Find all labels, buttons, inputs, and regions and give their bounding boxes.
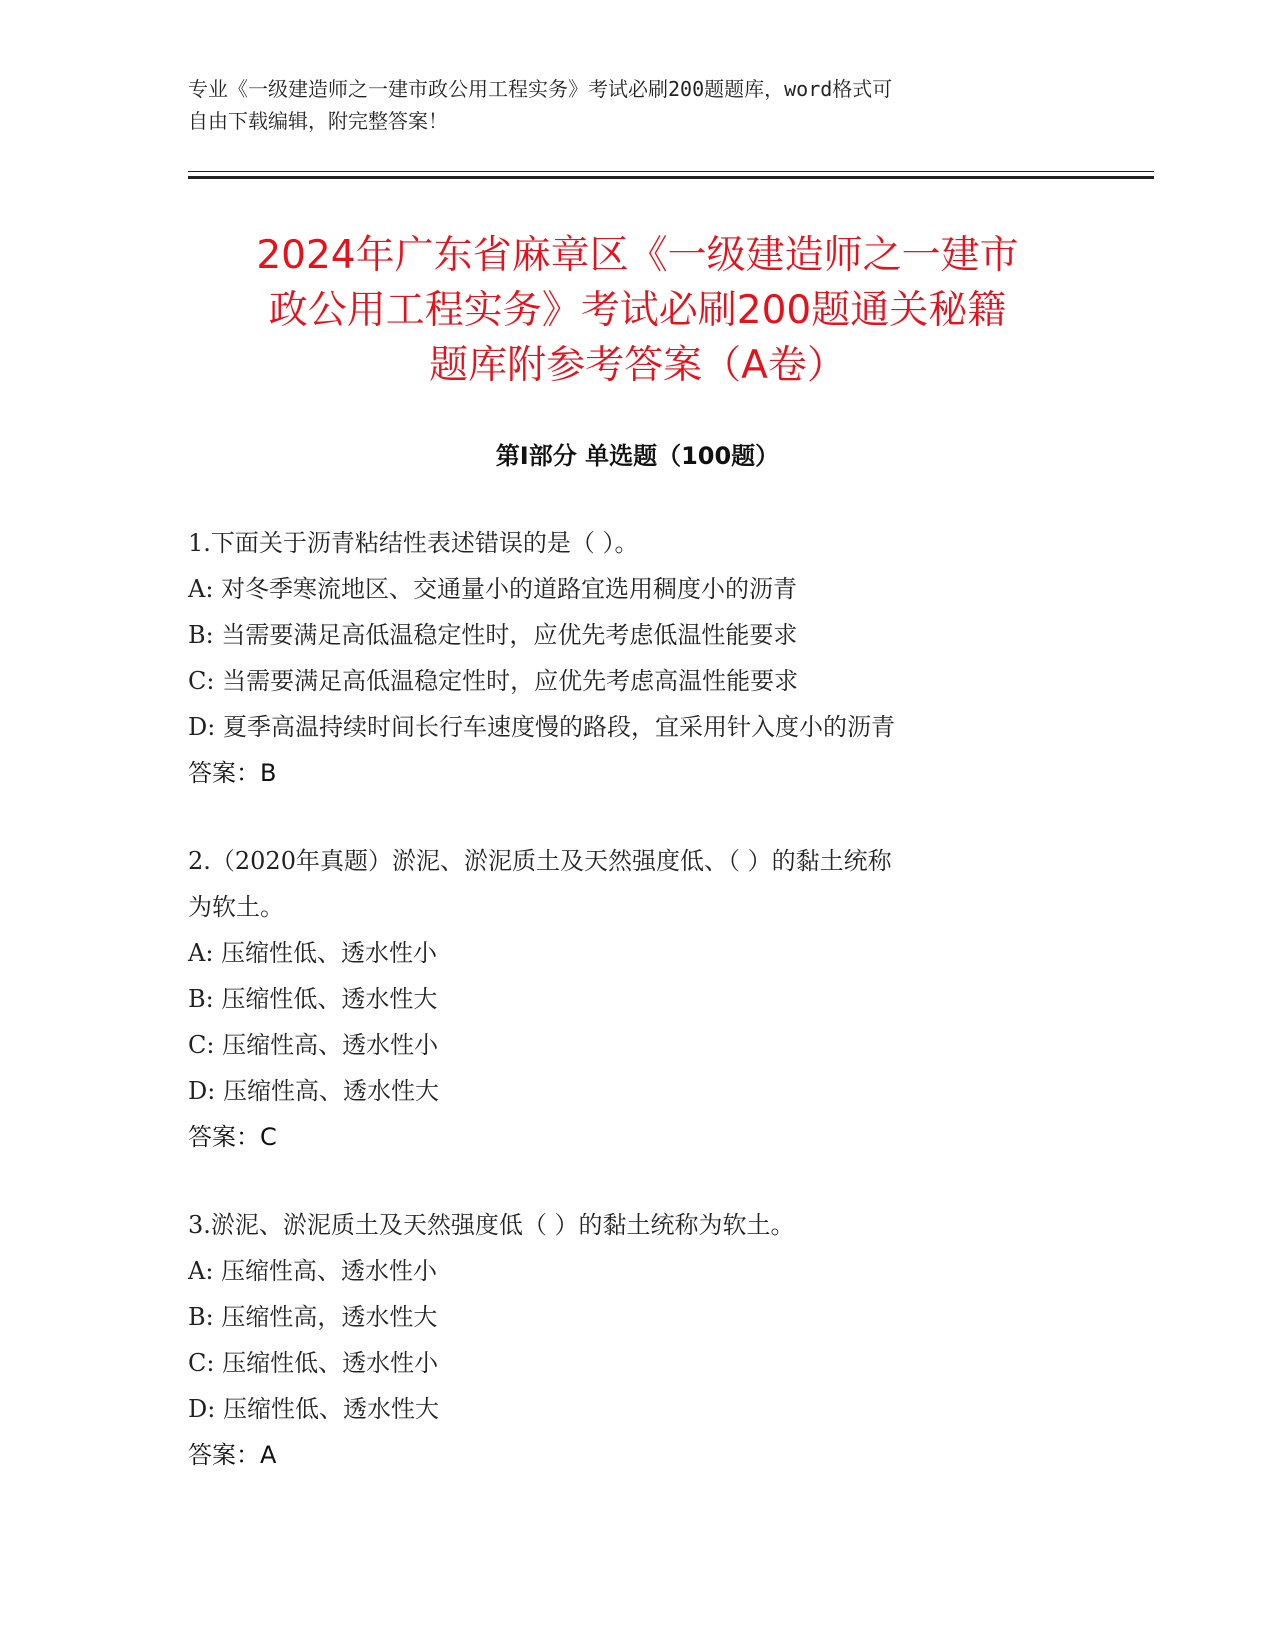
section-title: 第Ⅰ部分 单选题（100题） — [495, 442, 780, 470]
title-line-2: 政公用工程实务》考试必刷200题通关秘籍 — [268, 288, 1007, 333]
header-note-line-1: 专业《一级建造师之一建市政公用工程实务》考试必刷200题题库，word格式可 — [188, 77, 893, 101]
title-line-1: 2024年广东省麻章区《一级建造师之一建市 — [256, 233, 1019, 278]
option-b: B: 压缩性高，透水性大 — [188, 1303, 438, 1331]
question-stem-line-1: 2.（2020年真题）淤泥、淤泥质土及天然强度低、（ ）的黏土统称 — [188, 847, 892, 875]
answer: 答案：C — [188, 1123, 277, 1151]
answer: 答案：B — [188, 759, 277, 787]
option-c: C: 压缩性高、透水性小 — [188, 1031, 439, 1059]
header-rule-thick — [188, 176, 1154, 179]
option-d: D: 夏季高温持续时间长行车速度慢的路段，宜采用针入度小的沥青 — [188, 713, 895, 741]
option-b: B: 压缩性低、透水性大 — [188, 985, 438, 1013]
option-a: A: 压缩性高、透水性小 — [188, 1257, 438, 1285]
title-line-3: 题库附参考答案（A卷） — [429, 343, 846, 388]
answer: 答案：A — [188, 1441, 277, 1469]
question-stem-line-2: 为软土。 — [188, 893, 284, 921]
header-note-line-2: 自由下载编辑，附完整答案！ — [188, 109, 448, 133]
option-c: C: 当需要满足高低温稳定性时，应优先考虑高温性能要求 — [188, 667, 799, 695]
question-2 — [188, 838, 1088, 1160]
question-3 — [188, 1202, 1088, 1478]
option-c: C: 压缩性低、透水性小 — [188, 1349, 439, 1377]
question-stem: 1.下面关于沥青粘结性表述错误的是（ ）。 — [188, 529, 639, 557]
option-d: D: 压缩性低、透水性大 — [188, 1395, 439, 1423]
option-b: B: 当需要满足高低温稳定性时，应优先考虑低温性能要求 — [188, 621, 798, 649]
question-1 — [188, 520, 1088, 796]
option-a: A: 对冬季寒流地区、交通量小的道路宜选用稠度小的沥青 — [188, 575, 798, 603]
option-d: D: 压缩性高、透水性大 — [188, 1077, 439, 1105]
option-a: A: 压缩性低、透水性小 — [188, 939, 438, 967]
header-note — [188, 73, 1068, 137]
document-title — [150, 228, 1125, 393]
header-rule-thin — [188, 171, 1154, 172]
question-stem: 3.淤泥、淤泥质土及天然强度低（ ）的黏土统称为软土。 — [188, 1211, 795, 1239]
